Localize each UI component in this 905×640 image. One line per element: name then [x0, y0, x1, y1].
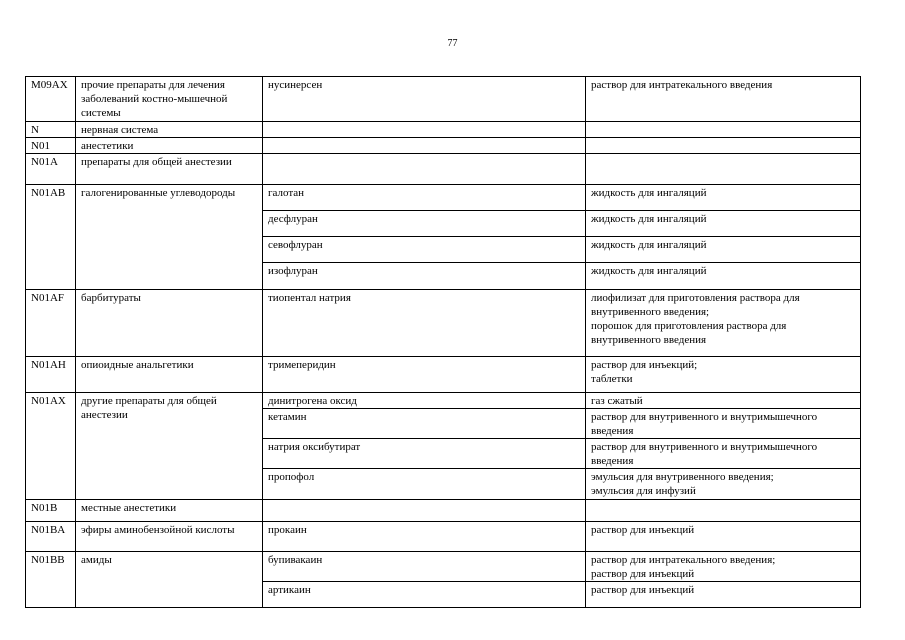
drug-name-cell	[263, 154, 586, 185]
drug-classification-table	[25, 76, 861, 608]
atc-group-cell: препараты для общей анестезии	[76, 154, 263, 185]
drug-name-cell: кетамин	[263, 409, 586, 439]
dosage-form-cell: жидкость для ингаляций	[586, 237, 861, 263]
drug-name-cell: артикаин	[263, 582, 586, 608]
table-row	[26, 522, 861, 552]
atc-code-cell: N01BA	[26, 522, 76, 552]
dosage-form-cell	[586, 154, 861, 185]
atc-group-cell: прочие препараты для лечения заболеваний костно-мышечной системы	[76, 77, 263, 122]
atc-group-cell: галогенированные углеводороды	[76, 185, 263, 290]
atc-group-cell: анестетики	[76, 138, 263, 154]
table-row	[26, 290, 861, 357]
atc-group-cell: барбитураты	[76, 290, 263, 357]
dosage-form-cell: раствор для инъекций	[586, 522, 861, 552]
table-row	[26, 122, 861, 138]
table-row	[26, 357, 861, 393]
drug-name-cell: пропофол	[263, 469, 586, 500]
dosage-form-cell: раствор для внутривенного и внутримышечного введения	[586, 409, 861, 439]
atc-group-cell: опиоидные анальгетики	[76, 357, 263, 393]
atc-code-cell: N01AF	[26, 290, 76, 357]
dosage-form-cell: раствор для инъекций	[586, 582, 861, 608]
table-row	[26, 393, 861, 409]
atc-group-cell: амиды	[76, 552, 263, 608]
table-row	[26, 77, 861, 122]
drug-name-cell: бупивакаин	[263, 552, 586, 582]
atc-code-cell: N01A	[26, 154, 76, 185]
dosage-form-cell: жидкость для ингаляций	[586, 263, 861, 290]
drug-name-cell: изофлуран	[263, 263, 586, 290]
drug-name-cell: тиопентал натрия	[263, 290, 586, 357]
drug-name-cell	[263, 500, 586, 522]
drug-name-cell: динитрогена оксид	[263, 393, 586, 409]
atc-code-cell: N01B	[26, 500, 76, 522]
table-row	[26, 185, 861, 211]
table-row	[26, 138, 861, 154]
atc-code-cell: M09AX	[26, 77, 76, 122]
dosage-form-cell: эмульсия для внутривенного введения; эмульсия для инфузий	[586, 469, 861, 500]
drug-name-cell: севофлуран	[263, 237, 586, 263]
dosage-form-cell: газ сжатый	[586, 393, 861, 409]
atc-group-cell: другие препараты для общей анестезии	[76, 393, 263, 500]
dosage-form-cell	[586, 122, 861, 138]
dosage-form-cell: лиофилизат для приготовления раствора для внутривенного введения; порошок для приготовления раствора для внутривенного введения	[586, 290, 861, 357]
drug-name-cell: натрия оксибутират	[263, 439, 586, 469]
table-row	[26, 154, 861, 185]
dosage-form-cell: жидкость для ингаляций	[586, 211, 861, 237]
atc-code-cell: N01BB	[26, 552, 76, 608]
dosage-form-cell: раствор для инъекций; таблетки	[586, 357, 861, 393]
drug-name-cell: десфлуран	[263, 211, 586, 237]
table-row	[26, 500, 861, 522]
drug-name-cell	[263, 122, 586, 138]
drug-name-cell: прокаин	[263, 522, 586, 552]
dosage-form-cell: раствор для внутривенного и внутримышечного введения	[586, 439, 861, 469]
atc-code-cell: N01	[26, 138, 76, 154]
atc-group-cell: нервная система	[76, 122, 263, 138]
dosage-form-cell: раствор для интратекального введения	[586, 77, 861, 122]
dosage-form-cell	[586, 138, 861, 154]
table-row	[26, 552, 861, 582]
dosage-form-cell: раствор для интратекального введения; раствор для инъекций	[586, 552, 861, 582]
atc-code-cell: N01AH	[26, 357, 76, 393]
drug-name-cell: нусинерсен	[263, 77, 586, 122]
dosage-form-cell: жидкость для ингаляций	[586, 185, 861, 211]
atc-code-cell: N	[26, 122, 76, 138]
atc-group-cell: эфиры аминобензойной кислоты	[76, 522, 263, 552]
page-number: 77	[447, 38, 458, 49]
drug-name-cell: галотан	[263, 185, 586, 211]
dosage-form-cell	[586, 500, 861, 522]
atc-code-cell: N01AB	[26, 185, 76, 290]
atc-group-cell: местные анестетики	[76, 500, 263, 522]
atc-code-cell: N01AX	[26, 393, 76, 500]
drug-name-cell: тримеперидин	[263, 357, 586, 393]
drug-name-cell	[263, 138, 586, 154]
